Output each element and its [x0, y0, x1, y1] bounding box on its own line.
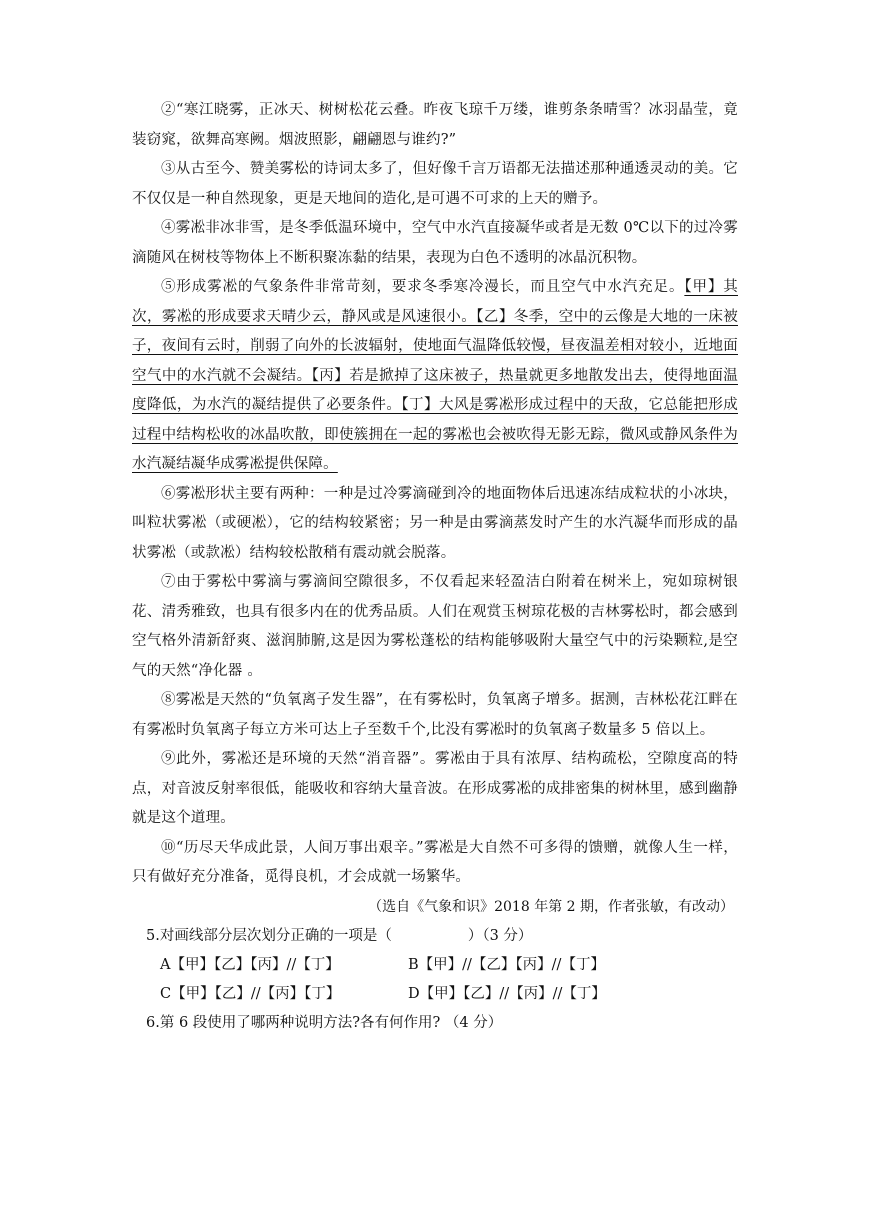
- option-a[interactable]: A【甲】【乙】【丙】//【丁】: [160, 956, 340, 973]
- question-5: [132, 922, 738, 951]
- question-5-suffix: ）（3 分）: [467, 927, 533, 944]
- option-c[interactable]: C【甲】【乙】//【丙】【丁】: [160, 985, 341, 1002]
- question-5-options: [132, 951, 738, 1009]
- paragraph-5: [132, 273, 738, 480]
- paragraph-8: ⑧雾凇是天然的“负氧离子发生器”，在有雾松时，负氧离子增多。据测，吉林松花江畔在有雾凇时负氧离子每立方米可达上子至数千个,比没有雾凇时的负氧离子数量多 5 倍以上。: [132, 692, 738, 738]
- paragraph-10: ⑩“历尽天华成此景，人间万事出艰辛。”雾凇是大自然不可多得的馈赠，就像人生一样，只有做好充分准备，觅得良机，才会成就一场繁华。: [132, 839, 738, 885]
- document-page: [132, 96, 738, 1038]
- paragraph-9: ⑨此外，雾凇还是环境的天然“消音器”。雾凇由于具有浓厚、结构疏松，空隙度高的特点，对音波反射率很低，能吸收和容纳大量音波。在形成雾凇的成排密集的树林里，感到幽静就是这个道理。: [132, 751, 738, 826]
- paragraph-4: ④雾凇非冰非雪，是冬季低温环境中，空气中水汽直接凝华或者是无数 0℃以下的过冷雾滴随风在树枝等物体上不断积聚冻黏的结果，表现为白色不透明的冰晶沉积物。: [132, 220, 738, 266]
- option-d[interactable]: D【甲】【乙】//【丙】//【丁】: [408, 985, 606, 1002]
- option-b[interactable]: B【甲】//【乙】【丙】//【丁】: [408, 956, 605, 973]
- question-6: 6.第 6 段使用了哪两种说明方法?各有何作用? （4 分）: [146, 1014, 503, 1031]
- paragraph-2: ②“寒江晓雾，正冰天、树树松花云叠。昨夜飞琼千万缕，谁剪条条晴雪？冰羽晶莹，竟装窃窕，欲舞高寒阙。烟波照影，翩翩恩与谁约?”: [132, 102, 738, 148]
- paragraph-6: ⑥雾凇形状主要有两种：一种是过冷雾滴碰到冷的地面物体后迅速冻结成粒状的小冰块，叫粒状雾凇（或硬凇），它的结构较紧密；另一种是由雾滴蒸发时产生的水汽凝华而形成的晶状雾凇（或款凇）结构较松散稍有震动就会脱落。: [132, 485, 738, 561]
- paragraph-7: ⑦由于雾松中雾滴与雾滴间空隙很多，不仅看起来轻盈洁白附着在树米上，宛如琼树银花、清秀雅致，也具有很多内在的优秀品质。人们在观赏玉树琼花极的吉林雾松时，都会感到空气格外清新舒爽、滋润肺腑,这是因为雾松蓬松的结构能够吸附大量空气中的污染颗粒,是空气的天然“净化器 。: [132, 574, 738, 679]
- paragraph-3: ③从古至今、赞美雾松的诗词太多了，但好像千言万语都无法描述那种通透灵动的美。它不仅仅是一种自然现象，更是天地间的造化,是可遇不可求的上天的赠予。: [132, 161, 738, 207]
- question-5-prefix: 5.对画线部分层次划分正确的一项是（: [146, 927, 392, 944]
- paragraph-5-plain: ⑤形成雾凇的气象条件非常苛刻，要求冬季寒冷漫长，而且空气中水汽充足。: [161, 279, 685, 295]
- paragraph-5-underlined: 【甲】其次，雾凇的形成要求天晴少云，静风或是风速很小。【乙】冬季，空中的云像是大地的一床被子，夜间有云时，削弱了向外的长波辐射，使地面气温降低较慢，昼夜温差相对较小，近地面空气中的水汽就不会凝结。【丙】若是掀掉了这床被子，热量就更多地散发出去，使得地面温度降低，为水汽的凝结提供了必要条件。【丁】大风是雾凇形成过程中的天敌，它总能把形成过程中结构松收的冰晶吹散，即使簇拥在一起的雾凇也会被吹得无影无踪，微风或静风条件为水汽凝结凝华成雾凇提供保障。: [132, 279, 738, 472]
- source-citation: （选自《气象和识》2018 年第 2 期，作者张敏，有改动）: [368, 898, 734, 915]
